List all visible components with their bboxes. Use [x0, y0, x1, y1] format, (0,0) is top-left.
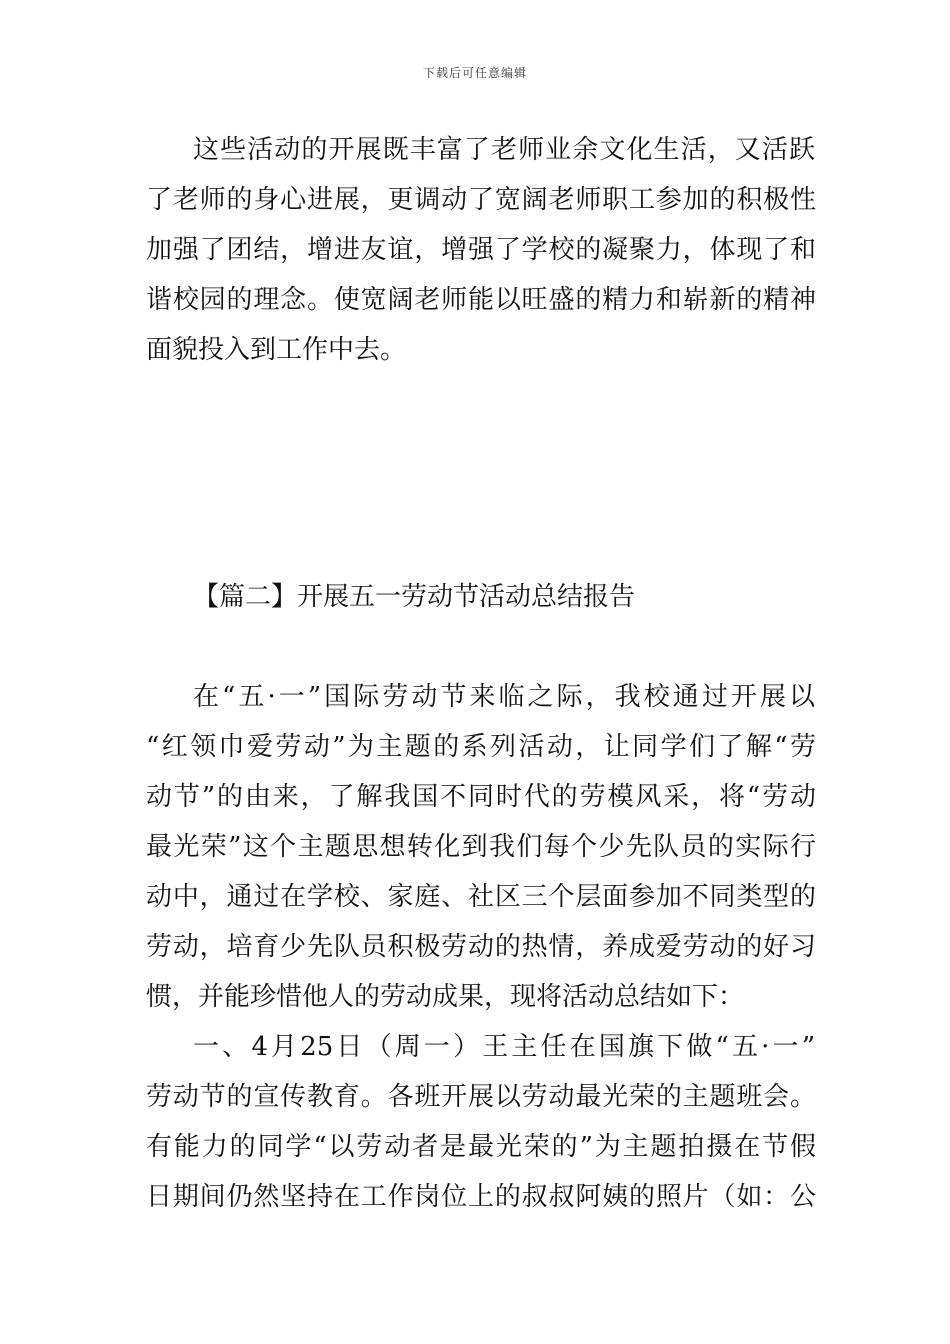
text-line: 谐校园的理念。使宽阔老师能以旺盛的精力和崭新的精神 — [146, 285, 816, 315]
text-line: 动中，通过在学校、家庭、社区三个层面参加不同类型的 — [146, 882, 816, 912]
text-line: 面貌投入到工作中去。 — [146, 335, 407, 365]
text-line: 了老师的身心进展，更调动了宽阔老师职工参加的积极性 — [146, 185, 816, 215]
text-line: 加强了团结，增进友谊，增强了学校的凝聚力，体现了和 — [146, 235, 816, 265]
text-line: 惯，并能珍惜他人的劳动成果，现将活动总结如下： — [146, 982, 745, 1012]
text-line: “红领巾爱劳动”为主题的系列活动，让同学们了解“劳 — [146, 732, 816, 762]
text-line: 劳动，培育少先队员积极劳动的热情，养成爱劳动的好习 — [146, 932, 816, 962]
text-line: 这些活动的开展既丰富了老师业余文化生活，又活跃 — [193, 135, 815, 165]
text-line: 有能力的同学“以劳动者是最光荣的”为主题拍摄在节假 — [146, 1132, 816, 1162]
text-line: 一、4月25日（周一）王主任在国旗下做“五·一” — [193, 1032, 815, 1062]
text-line: 动节”的由来，了解我国不同时代的劳模风采，将“劳动 — [146, 782, 816, 812]
text-line: 在“五·一”国际劳动节来临之际，我校通过开展以 — [193, 682, 815, 712]
text-line: 最光荣”这个主题思想转化到我们每个少先队员的实际行 — [146, 832, 816, 862]
page-header: 下载后可任意编辑 — [422, 66, 527, 80]
text-line: 日期间仍然坚持在工作岗位上的叔叔阿姨的照片（如：公 — [146, 1182, 816, 1212]
text-line: 劳动节的宣传教育。各班开展以劳动最光荣的主题班会。 — [146, 1082, 816, 1112]
section-title: 【篇二】开展五一劳动节活动总结报告 — [193, 582, 636, 612]
